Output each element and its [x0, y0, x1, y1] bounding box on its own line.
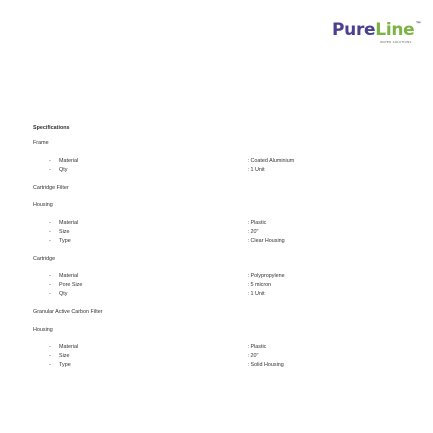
- section-heading-housing-1: Housing: [33, 202, 53, 208]
- spec-value-cartridge-qty: :1 Unit: [248, 291, 265, 297]
- specifications-title: Specifications: [33, 125, 70, 131]
- spec-value-housing1-type: :Clear Housing: [248, 238, 285, 244]
- spec-value-frame-qty: :1 Unit: [248, 167, 265, 173]
- spec-value-housing2-type: :Solid Housing: [248, 362, 284, 368]
- spec-item-cartridge-material: - Material: [49, 273, 79, 279]
- spec-value-frame-material: :Coated Aluminium: [248, 158, 295, 164]
- spec-item-frame-qty: - Qty: [49, 167, 68, 173]
- spec-item-cartridge-pore-size: - Pore Size: [49, 282, 83, 288]
- spec-item-housing1-material: - Material: [49, 220, 79, 226]
- spec-item-housing2-type: - Type: [49, 362, 71, 368]
- logo-tagline: WATER SOLUTIONS: [380, 40, 412, 44]
- spec-value-housing1-material: :Plastic: [248, 220, 267, 226]
- spec-item-housing2-material: - Material: [49, 344, 79, 350]
- spec-value-housing1-size: :20": [248, 229, 259, 235]
- logo-line-text: Line: [375, 20, 415, 40]
- spec-value-cartridge-material: :Polypropylene: [248, 273, 285, 279]
- logo-pure-text: Pure: [332, 20, 376, 40]
- spec-value-cartridge-pore-size: :5 micron: [248, 282, 272, 288]
- spec-item-frame-material: - Material: [49, 158, 79, 164]
- spec-item-cartridge-qty: - Qty: [49, 291, 68, 297]
- spec-item-housing1-type: - Type: [49, 238, 71, 244]
- section-heading-granular-active-carbon-filter: Granular Active Carbon Filter: [33, 309, 103, 315]
- section-heading-cartridge-filter: Cartridge Filter: [33, 185, 69, 191]
- logo-trademark: ™: [415, 21, 422, 28]
- section-heading-housing-2: Housing: [33, 327, 53, 333]
- section-heading-cartridge: Cartridge: [33, 256, 56, 262]
- spec-item-housing1-size: - Size: [49, 229, 70, 235]
- spec-value-housing2-size: :20": [248, 353, 259, 359]
- spec-value-housing2-material: :Plastic: [248, 344, 267, 350]
- pureline-logo: [332, 20, 422, 44]
- section-heading-frame: Frame: [33, 140, 49, 146]
- spec-item-housing2-size: - Size: [49, 353, 70, 359]
